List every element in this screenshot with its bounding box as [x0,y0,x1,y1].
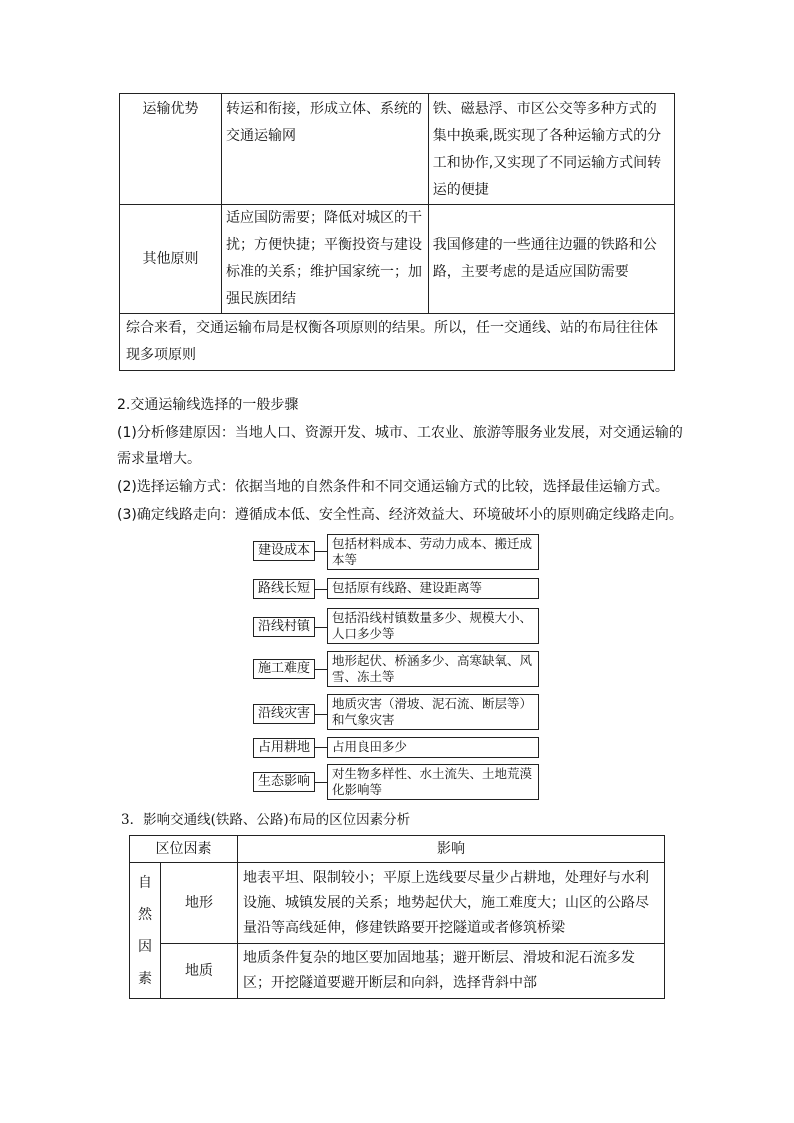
summary-cell: 综合来看，交通运输布局是权衡各项原则的结果。所以，任一交通线、站的布局往往体现多项原则 [120,314,675,371]
connector-line [315,782,327,783]
location-factors-table [129,835,665,999]
table-row [120,314,675,371]
factor-description: 对生物多样性、水土流失、土地荒漠化影响等 [327,764,539,800]
factor-label: 施工难度 [253,659,315,679]
column-header-factor: 区位因素 [130,836,238,863]
factor-description: 占用良田多少 [327,737,539,758]
factor-label: 生态影响 [253,772,315,792]
factor-label: 占用耕地 [253,738,315,758]
factor-label: 沿线村镇 [253,617,315,637]
factor-geology: 地质 [161,944,238,999]
connector-line [315,627,327,628]
natural-factors-group-label [130,863,161,999]
step-2-text: (2)选择运输方式：依据当地的自然条件和不同交通运输方式的比较，选择最佳运输方式。 [117,479,669,495]
connector-line [315,551,327,552]
factor-label: 路线长短 [253,579,315,599]
transport-principles-table [119,93,675,371]
factor-label: 建设成本 [253,541,315,561]
connector-line [315,669,327,670]
factor-terrain: 地形 [161,863,238,944]
effect-geology: 地质条件复杂的地区要加固地基；避开断层、滑坡和泥石流多发区；开挖隧道要避开断层和向斜，选择背斜中部 [238,944,665,999]
section-title: 2.交通运输线选择的一般步骤 [117,397,299,413]
step-3-text: (3)确定线路走向：遵循成本低、安全性高、经济效益大、环境破坏小的原则确定线路走向。 [117,507,683,523]
row-label-transport-advantage: 运输优势 [120,94,222,205]
factor-description: 地形起伏、桥涵多少、高寒缺氧、风雪、冻土等 [327,651,539,687]
factor-description: 地质灾害（滑坡、泥石流、断层等）和气象灾害 [327,694,539,730]
section-title: 3．影响交通线(铁路、公路)布局的区位因素分析 [121,812,411,828]
example-cell: 铁、磁悬浮、市区公交等多种方式的集中换乘,既实现了各种运输方式的分工和协作,又实现了不同运输方式间转运的便捷 [428,94,674,205]
group-char: 素 [138,970,152,987]
group-char: 然 [138,906,152,923]
factor-label: 沿线灾害 [253,704,315,724]
table-header-row [130,836,665,863]
principle-cell: 适应国防需要；降低对城区的干扰；方便快捷；平衡投资与建设标准的关系；维护国家统一；加强民族团结 [221,205,428,314]
table-row [130,863,665,944]
table-row [120,94,675,205]
step-1-text-cont: 需求量增大。 [117,451,201,467]
group-char: 因 [138,938,152,955]
connector-line [315,747,327,748]
connector-line [315,714,327,715]
connector-line [315,589,327,590]
principle-cell: 转运和衔接，形成立体、系统的交通运输网 [221,94,428,205]
table-row [120,205,675,314]
table-row [130,944,665,999]
group-char: 自 [138,874,152,891]
column-header-effect: 影响 [238,836,665,863]
factor-description: 包括材料成本、劳动力成本、搬迁成本等 [327,534,539,570]
factor-description: 包括原有线路、建设距离等 [327,578,539,599]
step-1-text: (1)分析修建原因：当地人口、资源开发、城市、工农业、旅游等服务业发展，对交通运输的 [117,425,683,441]
example-cell: 我国修建的一些通往边疆的铁路和公路，主要考虑的是适应国防需要 [428,205,674,314]
effect-terrain: 地表平坦、限制较小；平原上选线要尽量少占耕地，处理好与水利设施、城镇发展的关系；地势起伏大，施工难度大；山区的公路尽量沿等高线延伸，修建铁路要开挖隧道或者修筑桥梁 [238,863,665,944]
row-label-other-principles: 其他原则 [120,205,222,314]
factor-description: 包括沿线村镇数量多少、规模大小、人口多少等 [327,608,539,644]
